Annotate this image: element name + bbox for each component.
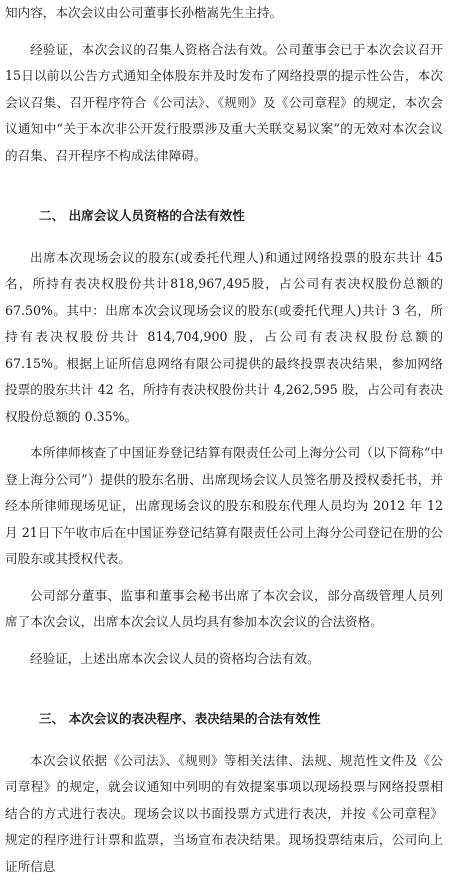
paragraph-directors-attendance: 公司部分董事、监事和董事会秘书出席了本次会议，部分高级管理人员列席了本次会议，出席本次会议人员均具有参加本次会议的合法资格。: [5, 583, 443, 636]
paragraph-voting-procedure: 本次会议依据《公司法》、《规则》等相关法律、法规、规范性文件及《公司章程》的规定，就会议通知中列明的有效提案事项以现场投票与网络投票相结合的方式进行表决。现场会议以书面投票方式进行表决，并按《公司章程》规定的程序进行计票和监票，当场宣布表决结果。现场投票结束后，公司向上证所信息: [5, 748, 443, 880]
paragraph-convening-validation: 经验证，本次会议的召集人资格合法有效。公司董事会已于本次会议召开15日以前以公告方式通知全体股东并及时发布了网络投票的提示性公告，本次会议召集、召开程序符合《公司法》、《规则》及《公司章程》的规定，本次会议通知中“关于本次非公开发行股票涉及重大关联交易议案”的无效对本次会议的召集、召开程序不构成法律障碍。: [5, 37, 443, 170]
paragraph-attendance-stats: 出席本次现场会议的股东(或委托代理人)和通过网络投票的股东共计 45名，所持有表决权股份共计818,967,495股，占公司有表决权股份总额的67.50%。其中：出席本次会议现场会议的股东(或委托代理人)共计 3 名，所持有表决权股份共计 814,704,900 股，占公司有表决权股份总额的 67.15%。根据上证所信息网络有限公司提供的最终投票表决结果，参加网络投票的股东共计 42 名，所持有表决权股份共计 4,262,595 股，占公司有表决权股份总额的 0.35%。: [5, 245, 443, 431]
section-heading-voting-procedure: 三、 本次会议的表决程序、表决结果的合法有效性: [5, 706, 443, 733]
paragraph-attendee-validation: 经验证，上述出席本次会议人员的资格均合法有效。: [5, 646, 443, 673]
section-heading-attendee-qualification: 二、 出席会议人员资格的合法有效性: [5, 203, 443, 230]
paragraph-continuation: 知内容，本次会议由公司董事长孙楷嵩先生主持。: [5, 0, 443, 27]
paragraph-register-verification: 本所律师核查了中国证券登记结算有限责任公司上海分公司（以下简称“中登上海分公司”）提供的股东名册、出席现场会议人员签名册及授权委托书，并经本所律师现场见证，出席现场会议的股东和股东代理人员均为 2012 年 12 月 21日下午收市后在中国证券登记结算有限责任公司上海分公司登记在册的公司股东或其授权代表。: [5, 440, 443, 573]
